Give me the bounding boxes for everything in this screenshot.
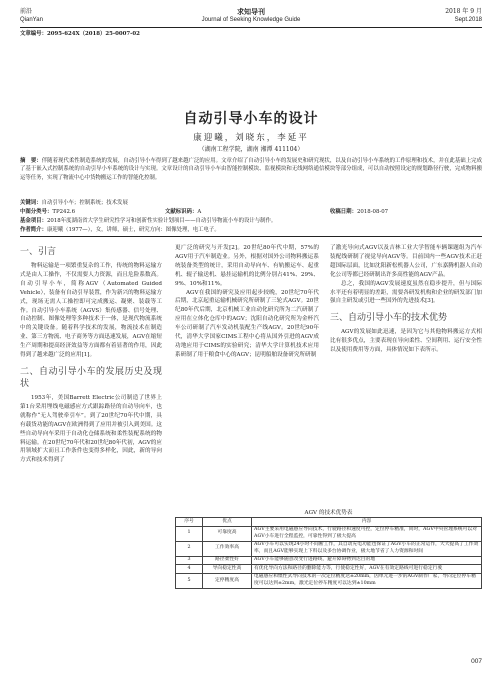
fund — [20, 217, 482, 225]
issue-date-en: Sept.2018 — [454, 17, 482, 23]
table-header-cell: 优点 — [203, 518, 252, 527]
article-title: 自动引导小车的设计 — [183, 111, 319, 127]
abstract — [20, 157, 482, 182]
doc-code — [165, 208, 201, 216]
journal-name-cn: 求知导刊 — [237, 7, 265, 16]
header-right — [445, 8, 482, 24]
paragraph: AGV在我国的研究及应用起步较晚，20世纪70年代后期，北京起重运输机械研究所研制了三轮式AGV。20世纪80年代后期，北京机械工业自动化研究所为二汽研制了应用在立体化仓库中的AGV；沈阳自动化研究所为金杯汽车公司研制了汽车发动机装配生产线AGV。20世纪90年代，清华大学国家CIMS工程中心将从国外引进的AGV成功地应用于CIMS的实验研究；清华大学计算机技术应用系研制了用于粮食中心的AGV；昆明船舶设备研究所研制 — [175, 289, 319, 358]
table-cell: 1 — [176, 526, 203, 541]
doc-code-value: A — [197, 209, 202, 215]
clc — [20, 208, 75, 216]
table-cell: 5 — [176, 573, 203, 588]
column-2 — [175, 244, 319, 360]
paragraph: AGV的发展如此迅速，是因为它与其他物料搬运方式相比有很多优点，主要表现在导向柔性、空间利用、运行安全性以及使用费用等方面，具体情况如下表所示。 — [330, 329, 482, 354]
clc-value: TP242.6 — [52, 209, 76, 215]
paragraph: 更广泛的研究与开发[2]。20世纪80年代中期，57%的AGV用于汽车制造业。另外，根据对国外公司物料搬运系统装备类型的统计，采用自动导向车、有轨搬运车、起重机、辊子输送机、悬挂运输机的比例分别占41%、29%、9%、10%和11%。 — [175, 245, 319, 287]
section-heading-advantages: 三、自动引导小车的技术优势 — [330, 313, 448, 324]
table-cell: 路径柔性好 — [203, 556, 252, 565]
table-cell: 导向稳定性高 — [203, 565, 252, 574]
advantages-table — [175, 517, 482, 589]
keywords — [20, 199, 128, 207]
table-row — [176, 556, 482, 565]
column-1 — [20, 240, 162, 465]
author-bio-text: 康迎曦（1977—），女，讲师，硕士，研究方向：图像处理，电工电子。 — [46, 227, 220, 233]
header-center — [0, 8, 502, 24]
table-row — [176, 565, 482, 574]
table-cell: 电磁感应和惯性式导向技术的一次定位精度达±20mm，因单元进一步的AGV制作厂家，导向定位停车精度可以达到±2mm，激光定位停车精度可以达到±10mm — [252, 573, 482, 588]
authors: 康迎曦，刘晓东，李延平 — [193, 133, 309, 143]
clc-label: 中图分类号： — [20, 209, 53, 215]
table-title: AGV 的技术优势表 — [304, 510, 353, 516]
table-row — [176, 526, 482, 541]
table-cell: AGV小车能够随意改变行进路线，避开障碍物到达目的地 — [252, 556, 482, 565]
author-bio — [20, 226, 482, 234]
table-cell: 3 — [176, 556, 203, 565]
page-number: 007 — [471, 658, 482, 665]
table-cell: 4 — [176, 565, 203, 574]
affiliation: （湖南工程学院，湖南 湘潭 411104） — [198, 146, 304, 153]
received-value: 2018-08-07 — [356, 209, 389, 215]
author-bio-label: 作者简介： — [20, 227, 47, 233]
table-header-cell: 内容 — [252, 518, 482, 527]
doc-code-label: 文献标识码： — [165, 209, 198, 215]
table-row — [176, 541, 482, 556]
table-cell: 有优化导向方法和路径的删除能力等，行使稳定性好，AGV在有效定路线可进行稳定行驶 — [252, 565, 482, 574]
column-3 — [330, 244, 482, 355]
received-label: 收稿日期： — [330, 209, 357, 215]
table-cell: 可靠度高 — [203, 526, 252, 541]
table-cell: 工作效率高 — [203, 541, 252, 556]
paragraph: 了激光导向式AGV以及吉林工业大学智能车辆课题组为汽车装配线研制了视觉导向AGV等。目前国内一些AGV技术正赶超国际层面，比如沈阳新松机器人公司，广东嘉腾机器人自动化公司等都已经研制出许多高性能的AGV产品。 — [330, 245, 482, 278]
section-heading-history: 二、自动引导小车的发展历史及现状 — [20, 366, 162, 389]
table-cell: 2 — [176, 541, 203, 556]
fund-label: 基金项目： — [20, 218, 47, 224]
header-left-en: QianYan — [20, 17, 43, 23]
table-cell: AGV小车可以实现24小时不间断工作，其自动充电功能也保证了AGV小车的正常运作，大大提高了工作效率，而且AGV能够实现上下料以及多台协调作业，极大地节省了人力资源和时间 — [252, 541, 482, 556]
fund-text: 2018年度湖南省大学生研究性学习和创新性实验计划项目——自动引导物流小车的设计与制作。 — [46, 218, 277, 224]
keywords-label: 关键词： — [20, 200, 42, 206]
header-left-cn: 前沿 — [20, 8, 33, 15]
journal-name-en: Journal of Seeking Knowledge Guide — [201, 17, 301, 23]
meta-rule — [20, 236, 482, 237]
paragraph: 总之，我国的AGV发展速度虽然在稳步提升，但与国际水平还有着明显的差距，需要各研发机构和企业的研发部门加强自主研发或引进一些国外的先进技术[3]。 — [330, 280, 482, 305]
table-header-row — [176, 518, 482, 527]
table-header-cell: 序号 — [176, 518, 203, 527]
received — [330, 208, 388, 216]
article-id: 文章编号：2095-624X（2018）25-0007-02 — [20, 31, 140, 37]
paragraph: 1953年，美国Barrett Electric公司制造了世界上第1台采用埋线电磁感应方式跟踪路径的自动导向车，也就称作“无人驾驶牵引车”。到了20世纪70年代中期，具有载货功能的AGV在欧洲得到了应用并被引入到美国。这些自动导向车采用于自动化仓储系统和柔性装配系统的物料运输。在20世纪70年代和20世纪80年代初，AGV的应用领域扩大而且工作条件也变得多样化，因此，新的导向方式和技术得到了 — [20, 394, 162, 464]
table-row — [176, 573, 482, 588]
abstract-label: 摘 要： — [20, 158, 42, 164]
issue-date-cn: 2018 年 9 月 — [445, 8, 482, 15]
abstract-text: 伴随着现代柔性制造系统的发展，自动引导小车得到了越来越广泛的应用。文章介绍了自动引导小车的发展史和研究现状，以及自动引导小车系统的工作原理和技术，并在此基础上完成了基于嵌入式控制系统的自动引导小车系统的设计与实现。文章设计的自动引导小车由智能控制模块、监视模块和无线网络通信模块等部分组成，可以自动按照设定的规划路径行驶，完成物料搬运等任务，实现了物流中心中货物搬运工作的智能化控制。 — [20, 158, 482, 181]
paragraph: 物料运输是一项繁重复杂的工作，传统的物料运输方式是由人工操作，不仅需要人力资源，而且危险系数高。自动引导小车，简称AGV（Automated Guided Vehicle），装备有自动引导装置，作为新兴的物料运输方式，现场无需人工操控即可完成搬运、凝聚、装载等工作。自动引导小车系统（AGVS）集传感器、信号处理、自动控制、图像处理等多种技术于一体，是现代物流系统中的关键设备。随着科学技术的发展，物流技术在制造业、第三方物流、电子商务等方面迅速发展，AGV在缩短生产周期和提高经济效益等方面都有着显著的作用，因此得到了越来越广泛的应用[1]。 — [20, 263, 162, 359]
header-rule — [20, 27, 482, 28]
table-cell: AGV主要采用电磁感应导向技术，行驶路径和速度可控，定位停车精准，同时，AGV中央管理系统可以对AGV小车进行全程监控，可靠性得到了极大提高 — [252, 526, 482, 541]
table-cell: 定停精度高 — [203, 573, 252, 588]
keywords-text: 自动引导小车；控制系统；技术发展 — [41, 200, 128, 206]
section-heading-intro: 一、引言 — [20, 247, 57, 257]
